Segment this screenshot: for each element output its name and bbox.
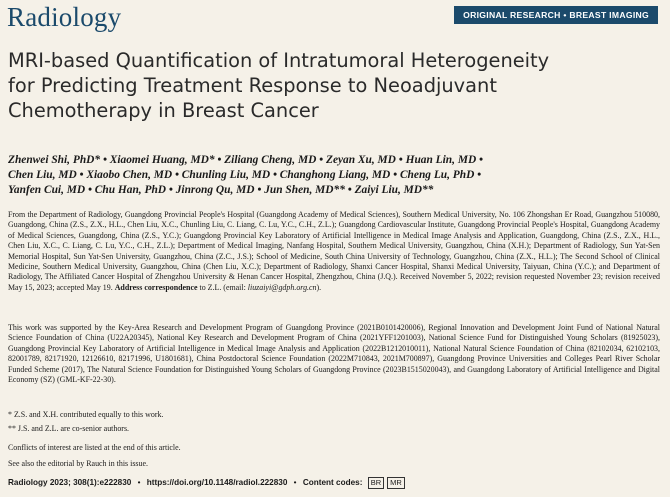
content-code-badge: BR bbox=[368, 477, 384, 489]
author-line: Zhenwei Shi, PhD* • Xiaomei Huang, MD* • Ziliang Cheng, MD • Zeyan Xu, MD • Huan Lin, MD • bbox=[8, 154, 484, 166]
correspondence-label: Address correspondence bbox=[114, 282, 198, 292]
affiliations bbox=[8, 210, 660, 293]
equal-contribution-note: * Z.S. and X.H. contributed equally to this work. bbox=[8, 410, 164, 419]
author-list bbox=[8, 153, 658, 198]
page-header bbox=[0, 0, 670, 34]
author-line: Chen Liu, MD • Xiaobo Chen, MD • Chunling Liu, MD • Changhong Liang, MD • Cheng Lu, PhD • bbox=[8, 169, 482, 181]
editorial-note: See also the editorial by Rauch in this issue. bbox=[8, 459, 148, 468]
title-line: for Predicting Treatment Response to Neoadjuvant bbox=[8, 74, 497, 97]
doi-link[interactable]: https://doi.org/10.1148/radiol.222830 bbox=[146, 478, 288, 487]
correspondence-text: to Z.L. (email: bbox=[199, 282, 246, 292]
author-line: Yanfen Cui, MD • Chu Han, PhD • Jinrong Qu, MD • Jun Shen, MD** • Zaiyi Liu, MD** bbox=[8, 184, 434, 196]
correspondence-email[interactable]: liuzaiyi@gdph.org.cn bbox=[247, 282, 317, 292]
article-title bbox=[8, 48, 658, 123]
co-senior-note: ** J.S. and Z.L. are co-senior authors. bbox=[8, 424, 130, 433]
affiliations-text: From the Department of Radiology, Guangdong Provincial People's Hospital (Guangdong Academy of Medical Sciences), Southern Medical University, No. 106 Zhongshan Er Road, Guangzhou 510080, Guangdong, China (Z.S., Z.X., H.L., Chen Liu, X.C., Chunling Liu, C. Liang, C. Lu, Y.C., C.H., Z.L.); Guangdong Cardiovascular Institute, Guangdong Provincial People's Hospital, Guangdong Academy of Medical Sciences, Guangdong, China (Z.S., Y.C.); Guangdong Provincial Key Laboratory of Artificial Intelligence in Medical Image Analysis and Application, Guangdong, China (Z.S., Z.X., H.L., Chen Liu, X.C., C. Liang, C. Lu, Y.C., C.H., Z.L.); Department of Medical Imaging, Nanfang Hospital, Southern Medical University, Guangzhou, China (X.H.); Department of Radiology, Sun Yat-Sen Memorial Hospital, Sun Yat-Sen University, Guangzhou, China (Z.C., J.S.); School of Medicine, South China University of Technology, Guangzhou, China (Z.X., H.L.); The Second School of Clinical Medicine, Southern Medical University, Guangzhou, China (Chen Liu, X.C.); Department of Radiology, Shanxi Cancer Hospital, Shanxi Medical University, Taiyuan, China (Y.C.); and Department of Radiology, The Affiliated Cancer Hospital of Zhengzhou University & Henan Cancer Hospital, Zhengzhou, China (J.Q.). Received November 5, 2022; revision requested November 23; revision received May 15, 2023; accepted May 19. bbox=[8, 210, 660, 292]
section-tag: ORIGINAL RESEARCH • BREAST IMAGING bbox=[454, 6, 658, 24]
funding-statement: This work was supported by the Key-Area Research and Development Program of Guangdong Province (2021B0101420006), Regional Innovation and Development Joint Fund of National Natural Science Foundation of China (U22A20345), National Key Research and Development Program of China (2021YFF1201003), National Science Fund for Distinguished Young Scholars (81925023), Guangdong Provincial Key Laboratory of Artificial Intelligence in Medical Image Analysis and Application (2022B1212010011), National Natural Science Foundation of China (82102034, 62102103, 82001789, 82171920, 12126610, 82171996, U1801681), China Postdoctoral Science Foundation (2022M710843, 2021M700897), Guangdong Province Universities and Colleges Pearl River Scholar Funded Scheme (2017), The Natural Science Foundation for Distinguished Young Scholars of Guangdong Province (2023B1515020043), and Guangdong Laboratory of Artificial Intelligence and Digital Economy (SZ) (GML-KF-22-30). bbox=[8, 323, 660, 385]
content-code-badge: MR bbox=[387, 477, 405, 489]
title-line: Chemotherapy in Breast Cancer bbox=[8, 99, 319, 122]
page-footer bbox=[8, 477, 405, 489]
separator: • bbox=[293, 478, 297, 487]
email-suffix: ). bbox=[316, 282, 322, 292]
content-codes-label: Content codes: bbox=[302, 478, 363, 487]
journal-name: Radiology bbox=[7, 2, 122, 32]
title-line: MRI-based Quantification of Intratumoral Heterogeneity bbox=[8, 49, 550, 72]
conflicts-note: Conflicts of interest are listed at the end of this article. bbox=[8, 443, 181, 452]
citation: Radiology 2023; 308(1):e222830 bbox=[8, 478, 132, 487]
separator: • bbox=[137, 478, 141, 487]
